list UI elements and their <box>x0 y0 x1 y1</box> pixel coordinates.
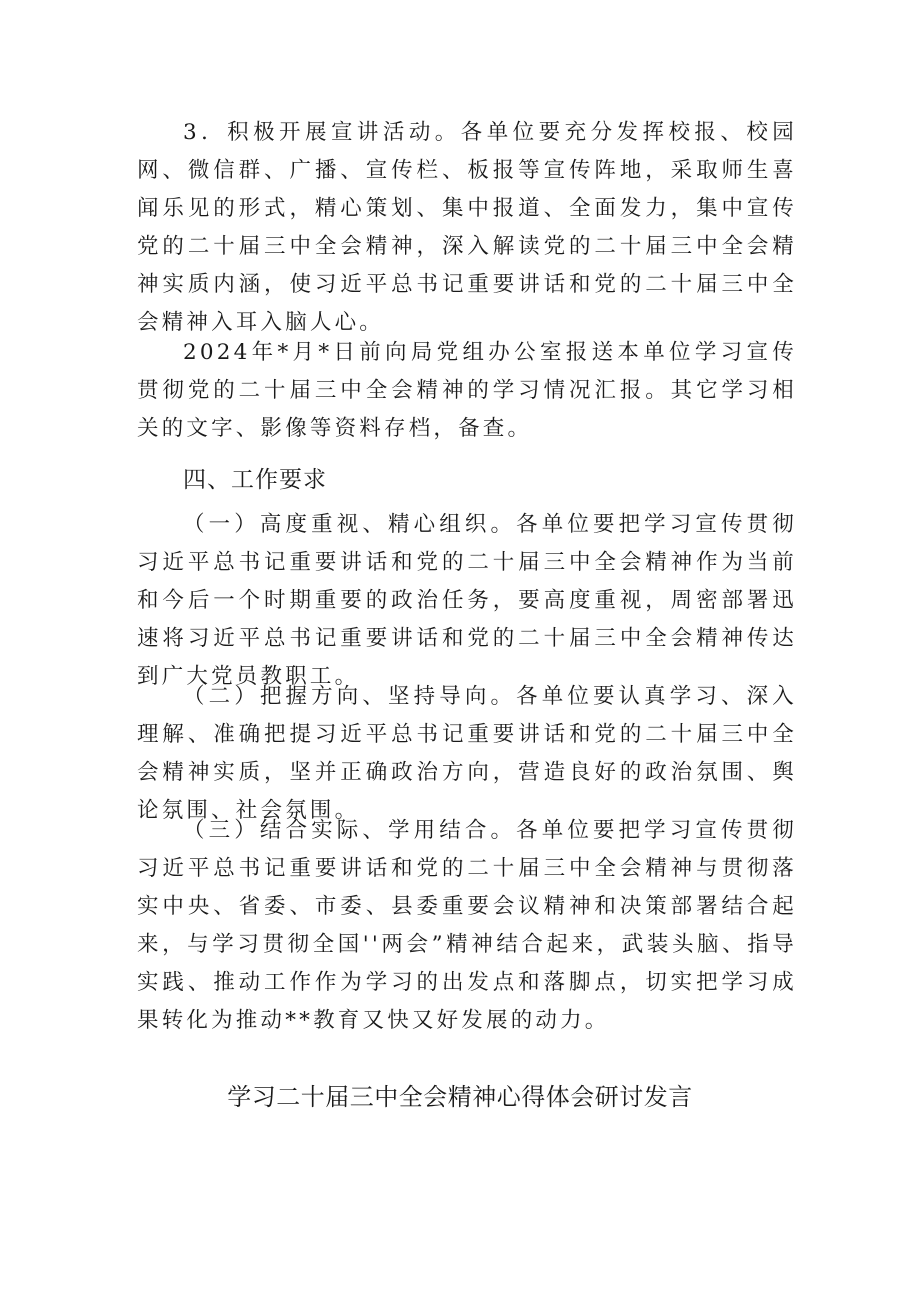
paragraph-propaganda-activities: 3．积极开展宣讲活动。各单位要充分发挥校报、校园网、微信群、广播、宣传栏、板报等宣传阵地，采取师生喜闻乐见的形式，精心策划、集中报道、全面发力，集中宣传党的二十届三中全会精神，深入解读党的二十届三中全会精神实质内涵，使习近平总书记重要讲话和党的二十届三中全会精神入耳入脑人心。 <box>137 120 797 335</box>
paragraph-requirement-2: （二）把握方向、坚持导向。各单位要认真学习、深入理解、准确把提习近平总书记重要讲话和党的二十届三中全会精神实质，坚并正确政治方向，营造良好的政治氛围、舆论氛围、社会氛围。 <box>137 684 797 823</box>
paragraph-requirement-3: （三）结合实际、学用结合。各单位要把学习宣传贯彻习近平总书记重要讲话和党的二十届三中全会精神与贯彻落实中央、省委、市委、县委重要会议精神和决策部署结合起来，与学习贯彻全国''两会”精神结合起来，武装头脑、指导实践、推动工作作为学习的出发点和落脚点，切实把学习成果转化为推动**教育又快又好发展的动力。 <box>137 818 797 1033</box>
next-document-title: 学习二十届三中全会精神心得体会研讨发言 <box>227 1083 693 1111</box>
paragraph-report-deadline: 2024年*月*日前向局党组办公室报送本单位学习宣传贯彻党的二十届三中全会精神的学习情况汇报。其它学习相关的文字、影像等资料存档，备查。 <box>137 340 797 441</box>
section-heading-work-requirements: 四、工作要求 <box>183 467 327 493</box>
paragraph-requirement-1: （一）高度重视、精心组织。各单位要把学习宣传贯彻习近平总书记重要讲话和党的二十届三中全会精神作为当前和今后一个时期重要的政治任务，要高度重视，周密部署迅速将习近平总书记重要讲话和党的二十届三中全会精神传达到广大党员教职工。 <box>137 512 797 689</box>
